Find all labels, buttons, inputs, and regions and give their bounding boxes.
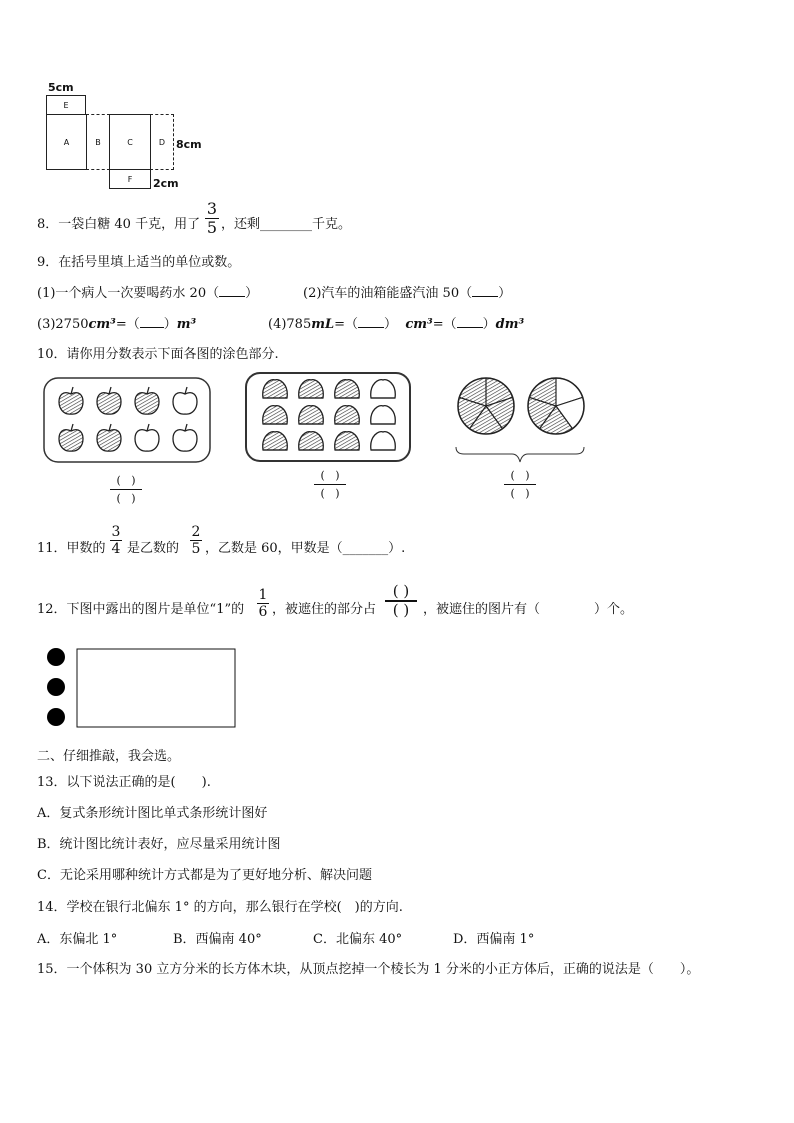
q8-frac-denominator: 5 bbox=[206, 218, 218, 237]
q13-option-a[interactable]: A．复式条形统计图比单式条形统计图好 bbox=[37, 806, 268, 821]
q9-p4-mid: =（ bbox=[334, 317, 359, 332]
q10-a2-close-d: ) bbox=[335, 487, 340, 501]
q9-p2-text: (2)汽车的油箱能盛汽油 50（ bbox=[303, 286, 473, 301]
q9-part-4 bbox=[268, 313, 524, 332]
peach-0 bbox=[263, 380, 288, 398]
peach-2 bbox=[335, 380, 360, 398]
peach-10 bbox=[335, 432, 360, 450]
net-face-c: C bbox=[109, 114, 151, 170]
q14-text: 学校在银行北偏东 1° 的方向，那么银行在学校( )的方向. bbox=[66, 900, 403, 915]
q11-text-3: ，乙数是 60，甲数是（_______）. bbox=[205, 541, 406, 556]
question-10 bbox=[37, 343, 279, 362]
q14-option-d[interactable]: D．西偏南 1° bbox=[453, 932, 535, 947]
q12-dot-1 bbox=[47, 648, 65, 666]
q9-p3-mid: =（ bbox=[115, 317, 140, 332]
q13-option-c[interactable]: C．无论采用哪种统计方式都是为了更好地分析、解决问题 bbox=[37, 868, 372, 883]
q9-p3-close: ） bbox=[163, 317, 177, 332]
q9-p3-unit-1: cm³ bbox=[88, 317, 116, 332]
peaches-figure bbox=[245, 372, 411, 462]
q10-text: 请你用分数表示下面各图的涂色部分. bbox=[66, 347, 279, 362]
q9-p1-close: ） bbox=[245, 286, 259, 301]
q15-text: 一个体积为 30 立方分米的长方体木块，从顶点挖掉一个棱长为 1 分米的小正方体后，正确的说法是（ ）。 bbox=[66, 962, 700, 977]
q11-f1-numerator: 3 bbox=[111, 524, 121, 540]
q10-a3-open: ( bbox=[510, 469, 515, 482]
q11-fraction-1 bbox=[110, 525, 122, 556]
q9-p4-unit-1: mL bbox=[311, 317, 335, 332]
q9-p4-unit-3: dm³ bbox=[495, 317, 525, 332]
q12-f-numerator: 1 bbox=[258, 587, 268, 603]
question-15 bbox=[37, 958, 699, 977]
q12-figure bbox=[44, 645, 238, 730]
peach-3 bbox=[371, 380, 396, 398]
net-face-d: D bbox=[150, 114, 174, 170]
apple-7 bbox=[173, 424, 197, 451]
q12-f-denominator: 6 bbox=[258, 604, 268, 620]
net-label-8cm: 8cm bbox=[176, 138, 202, 151]
q12-text-2: ，被遮住的部分占 bbox=[272, 602, 377, 617]
net-face-e: E bbox=[46, 95, 86, 115]
q11-text-1: 甲数的 bbox=[66, 541, 106, 556]
q8-text-before: 一袋白糖 40 千克，用了 bbox=[58, 217, 201, 232]
q9-p3-unit-2: m³ bbox=[176, 317, 197, 332]
peach-4 bbox=[263, 406, 288, 424]
section-2-heading: 二、仔细推敲，我会选。 bbox=[37, 749, 181, 764]
q10-a1-open: ( bbox=[116, 474, 121, 487]
q12-fraction bbox=[257, 588, 269, 619]
q12-blank-fraction bbox=[385, 584, 417, 618]
q11-text-2: 是乙数的 bbox=[127, 541, 180, 556]
q10-a1-close: ) bbox=[131, 474, 136, 487]
net-label-2cm: 2cm bbox=[153, 177, 179, 190]
q9-number: 9． bbox=[37, 255, 59, 270]
question-9 bbox=[37, 251, 240, 270]
q12-cover-rect bbox=[77, 649, 235, 727]
apple-3 bbox=[173, 387, 197, 414]
q12-dot-2 bbox=[47, 678, 65, 696]
apple-4 bbox=[59, 424, 83, 451]
q11-f2-numerator: 2 bbox=[191, 524, 201, 540]
question-11 bbox=[37, 537, 106, 556]
q8-text-after: ，还剩________千克。 bbox=[221, 217, 352, 232]
q14-option-b[interactable]: B．西偏南 40° bbox=[173, 932, 262, 947]
peach-9 bbox=[299, 432, 324, 450]
q9-part-2 bbox=[303, 282, 511, 301]
q9-p4-mid-2: =（ bbox=[432, 317, 457, 332]
q9-part-3 bbox=[37, 313, 196, 332]
q10-a1-close-d: ) bbox=[131, 492, 136, 506]
q10-a2-open-d: ( bbox=[320, 487, 325, 501]
q10-a1-open-d: ( bbox=[116, 492, 121, 506]
q12-blank-numerator: ( ) bbox=[392, 582, 410, 600]
q14-option-c[interactable]: C．北偏东 40° bbox=[313, 932, 403, 947]
q12-number: 12． bbox=[37, 602, 67, 617]
circles-figure bbox=[452, 372, 592, 467]
q12-t4: ）个。 bbox=[594, 602, 634, 617]
q14-option-a[interactable]: A．东偏北 1° bbox=[37, 932, 118, 947]
question-14 bbox=[37, 896, 403, 915]
q15-number: 15． bbox=[37, 962, 67, 977]
net-face-f: F bbox=[109, 169, 151, 189]
q9-p2-close: ） bbox=[498, 286, 512, 301]
net-face-a: A bbox=[46, 114, 87, 170]
apple-5 bbox=[97, 424, 121, 451]
q11-f2-denominator: 5 bbox=[191, 541, 201, 557]
q8-frac-numerator: 3 bbox=[206, 199, 218, 218]
peach-8 bbox=[263, 432, 288, 450]
q10-a3-open-d: ( bbox=[510, 487, 515, 501]
apple-2 bbox=[135, 387, 159, 414]
net-face-b: B bbox=[86, 114, 110, 170]
q9-p3-text: (3)2750 bbox=[37, 317, 89, 332]
q10-a2-close: ) bbox=[335, 469, 340, 482]
apple-1 bbox=[97, 387, 121, 414]
q8-fraction bbox=[205, 201, 219, 236]
q8-number: 8． bbox=[37, 217, 59, 232]
q9-p1-text: (1)一个病人一次要喝药水 20（ bbox=[37, 286, 220, 301]
q12-blank-denominator: ( ) bbox=[392, 601, 410, 619]
q9-p4-close: ） bbox=[384, 317, 398, 332]
peach-5 bbox=[299, 406, 324, 424]
q9-p4-text: (4)785 bbox=[268, 317, 312, 332]
q13-text: 以下说法正确的是( ). bbox=[66, 775, 211, 790]
q11-fraction-2 bbox=[190, 525, 202, 556]
q10-answer-1 bbox=[110, 474, 142, 505]
peach-11 bbox=[371, 432, 396, 450]
q13-option-b[interactable]: B．统计图比统计表好，应尽量采用统计图 bbox=[37, 837, 281, 852]
peach-6 bbox=[335, 406, 360, 424]
q9-p4-unit-2: cm³ bbox=[405, 317, 433, 332]
apples-figure bbox=[43, 377, 211, 463]
q12-dot-3 bbox=[47, 708, 65, 726]
q12-t3: ，被遮住的图片有（ bbox=[423, 602, 541, 617]
apple-6 bbox=[135, 424, 159, 451]
question-8 bbox=[37, 213, 200, 232]
q10-number: 10． bbox=[37, 347, 67, 362]
peach-7 bbox=[371, 406, 396, 424]
q9-part-1 bbox=[37, 282, 258, 301]
apple-0 bbox=[59, 387, 83, 414]
q10-a2-open: ( bbox=[320, 469, 325, 482]
q9-text: 在括号里填上适当的单位或数。 bbox=[58, 255, 241, 270]
q10-answer-3 bbox=[504, 469, 536, 500]
peach-1 bbox=[299, 380, 324, 398]
q12-text-1: 下图中露出的图片是单位“1”的 bbox=[66, 602, 245, 617]
q9-p4-close-2: ） bbox=[482, 317, 496, 332]
q13-number: 13． bbox=[37, 775, 67, 790]
q11-number: 11． bbox=[37, 541, 67, 556]
q11-f1-denominator: 4 bbox=[111, 541, 121, 557]
net-label-5cm: 5cm bbox=[48, 81, 74, 94]
question-13 bbox=[37, 771, 211, 790]
question-12 bbox=[37, 598, 244, 617]
q10-answer-2 bbox=[314, 469, 346, 500]
q12-text-3 bbox=[423, 598, 633, 617]
q10-a3-close-d: ) bbox=[525, 487, 530, 501]
q10-a3-close: ) bbox=[525, 469, 530, 482]
q14-number: 14． bbox=[37, 900, 67, 915]
